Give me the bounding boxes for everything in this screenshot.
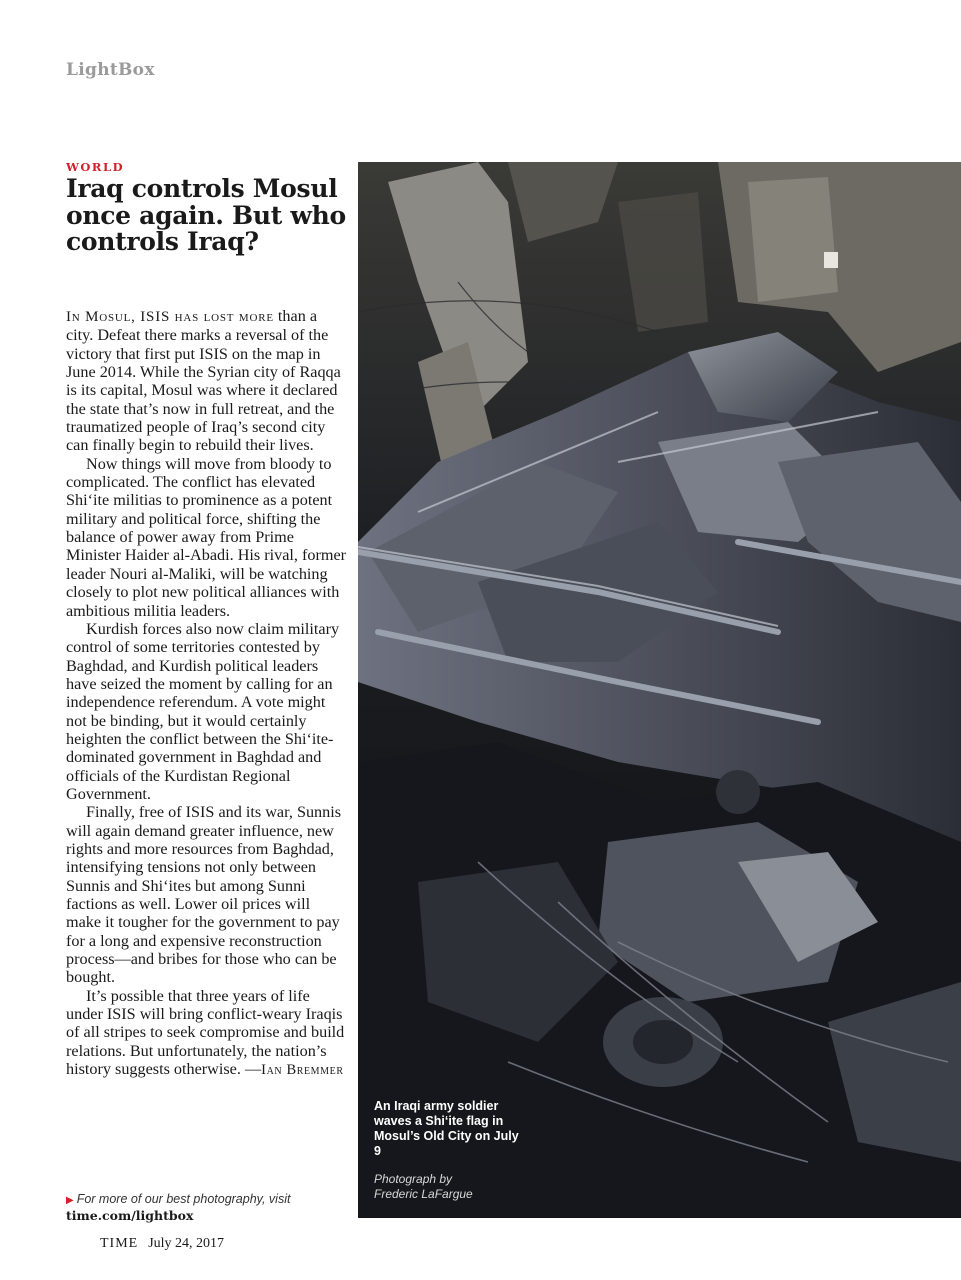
promo-note — [66, 1192, 326, 1224]
paragraph: Finally, free of ISIS and its war, Sunnis will again demand greater influence, new rights and more resources from Baghdad, intensifying tensions not only between Sunnis and Shi‘ites but among Sunni factions as well. Lower oil prices will make it tougher for the government to pay for a long and expensive reconstruction process—and bribes for those who can be bought. — [66, 803, 342, 987]
paragraph: Kurdish forces also now claim military control of some territories contested by Baghdad, and Kurdish political leaders have seized the moment by calling for an independence referendum. A vote might not be binding, but it would certainly heighten the conflict between the Shi‘ite-dominated government in Baghdad and officials of the Kurdistan Regional Government. — [66, 619, 340, 803]
issue-date: July 24, 2017 — [148, 1236, 225, 1251]
byline: Ian Bremmer — [261, 1062, 344, 1079]
promo-text: For more of our best photography, visit — [76, 1192, 291, 1206]
paragraph: Now things will move from bloody to complicated. The conflict has elevated Shi‘ite militias to prominence as a potent military and political force, shifting the balance of power away from Prime Minister Haider al-Abadi. His rival, former leader Nouri al-Maliki, will be watching closely to plot new political alliances with ambitious militia leaders. — [66, 454, 347, 620]
kicker: WORLD — [66, 160, 125, 174]
rubble-photo-illustration — [358, 162, 961, 1218]
headline: Iraq controls Mosul once again. But who controls Iraq? — [66, 174, 346, 256]
triangle-right-icon: ▶ — [66, 1195, 74, 1206]
photographer-name: Frederic LaFargue — [374, 1186, 473, 1201]
paragraph-text: It’s possible that three years of life under ISIS will bring conflict-weary Iraqis of all stripes to seek compromise and build relations. But unfortunately, the nation’s history suggests otherwise. — — [66, 986, 345, 1079]
photo-credit — [374, 1172, 534, 1201]
photo-caption: An Iraqi army soldier waves a Shi‘ite flag in Mosul’s Old City on July 9 — [374, 1099, 519, 1158]
magazine-name: TIME — [100, 1236, 139, 1251]
paragraph-text: than a city. Defeat there marks a reversal of the victory that first put ISIS on the map in June 2014. While the Syrian city of Raqqa is its capital, Mosul was where it declared the state that’s now in full retreat, and the traumatized people of Iraq’s second city can finally begin to rebuild their lives. — [66, 307, 341, 455]
photograph — [358, 162, 961, 1218]
section-label: LightBox — [66, 60, 155, 80]
paragraph — [66, 307, 348, 455]
lead-in: In Mosul, ISIS has lost more — [66, 309, 274, 325]
page-footer — [100, 1236, 224, 1252]
article-body — [66, 307, 348, 1079]
promo-link[interactable]: time.com/lightbox — [66, 1208, 194, 1223]
paragraph — [66, 987, 348, 1080]
credit-label: Photograph by — [374, 1172, 453, 1186]
